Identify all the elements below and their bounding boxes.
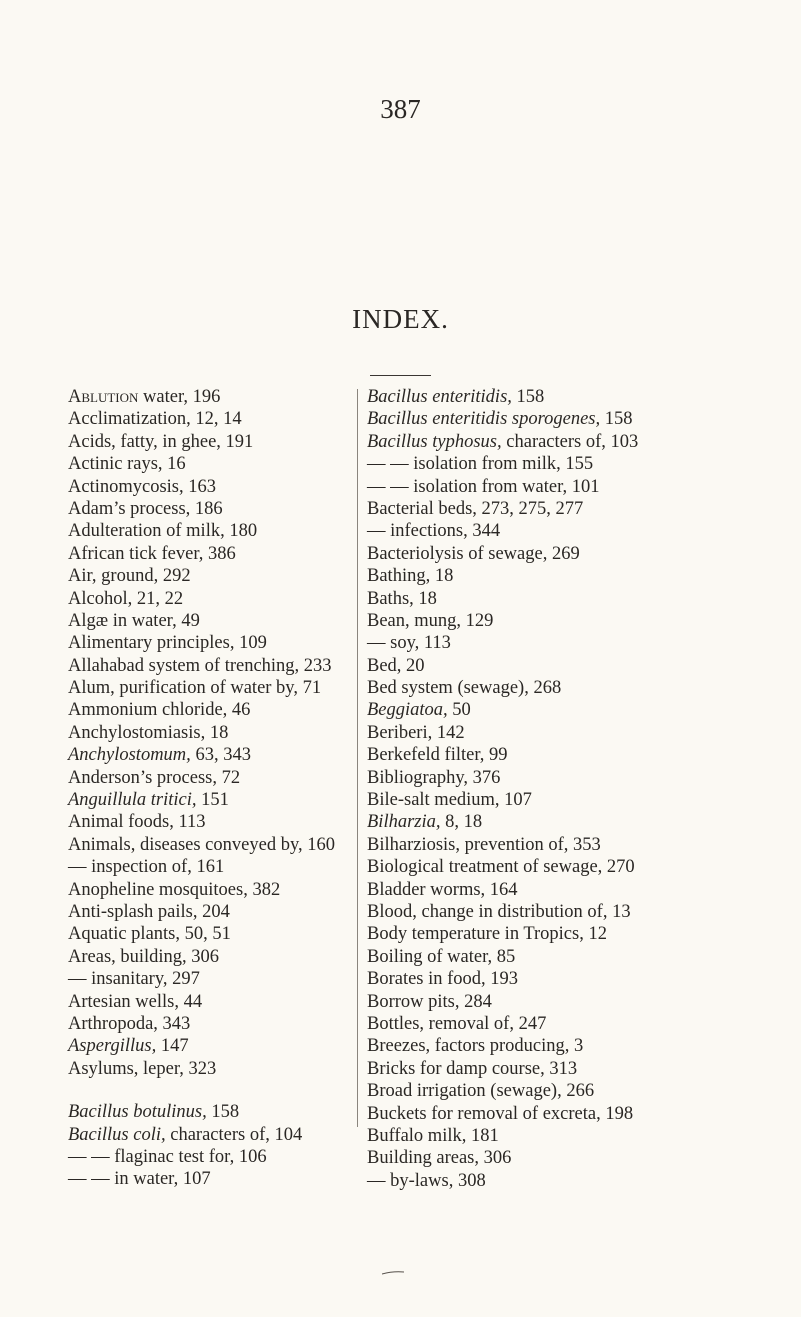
index-entry-text: Buckets for removal of excreta, 198: [367, 1103, 634, 1124]
index-entry-text: Bilharziosis, prevention of, 353: [367, 834, 601, 855]
index-entry: [367, 901, 767, 923]
index-entry-text: 151: [196, 790, 229, 811]
index-entry-text: Beriberi, 142: [367, 722, 465, 743]
index-entry-text: Areas, building, 306: [68, 946, 220, 967]
index-entry: [367, 431, 767, 453]
page-title: INDEX.: [352, 304, 449, 334]
index-entry: [367, 1170, 767, 1192]
index-entry-text: — soy, 113: [367, 633, 451, 654]
index-entry-text: Bricks for damp course, 313: [367, 1058, 578, 1079]
index-entry-text: — — in water, 107: [68, 1169, 211, 1190]
index-entry-text: Bed, 20: [367, 655, 425, 676]
index-entry-text: 8, 18: [440, 812, 483, 833]
index-entry-text: Bibliography, 376: [367, 767, 501, 788]
index-entry: [367, 1013, 767, 1035]
index-entry-text: water, 196: [138, 387, 221, 407]
index-entry-text: Bathing, 18: [367, 566, 454, 587]
index-entry-text: — — flaginac test for, 106: [68, 1146, 267, 1167]
index-entry-text: Acclimatization, 12, 14: [68, 409, 242, 430]
index-entry-text: Anchylostomiasis, 18: [68, 722, 229, 743]
index-entry-text: — infections, 344: [367, 521, 501, 542]
index-entry-text: Building areas, 306: [367, 1148, 512, 1169]
index-entry: [367, 520, 767, 542]
column-divider: [357, 389, 358, 1127]
index-entry: [367, 655, 767, 677]
index-entry: [367, 610, 767, 632]
index-entry-text: Broad irrigation (sewage), 266: [367, 1081, 595, 1102]
index-entry: [367, 923, 767, 945]
index-entry-text: 158: [600, 409, 633, 430]
index-entry: [367, 632, 767, 654]
index-entry-text: — by-laws, 308: [367, 1170, 486, 1191]
index-entry: [367, 946, 767, 968]
index-entry-text: Asylums, leper, 323: [68, 1058, 217, 1079]
index-entry-term: Anguillula tritici,: [68, 790, 197, 811]
index-entry-text: Bacteriolysis of sewage, 269: [367, 543, 580, 564]
index-entry-text: Anti-splash pails, 204: [68, 901, 230, 922]
index-entry-text: — — isolation from water, 101: [367, 476, 600, 497]
index-entry: [367, 879, 767, 901]
index-entry-text: 50: [447, 700, 471, 721]
index-entry-text: — insanitary, 297: [68, 969, 200, 990]
index-entry-text: Allahabad system of trenching, 233: [68, 655, 332, 676]
index-entry-text: Adulteration of milk, 180: [68, 521, 258, 542]
index-entry-text: Alum, purification of water by, 71: [68, 678, 322, 699]
index-entry-text: — inspection of, 161: [68, 857, 225, 878]
index-entry-text: Animals, diseases conveyed by, 160: [68, 834, 335, 855]
index-entry-text: Bladder worms, 164: [367, 879, 518, 900]
index-entry-text: characters of, 104: [165, 1124, 303, 1145]
index-entry: [367, 1058, 767, 1080]
index-entry-lead: Ablution: [68, 387, 139, 407]
index-entry: [367, 856, 767, 878]
index-entry: [367, 476, 767, 498]
index-entry-text: Bacterial beds, 273, 275, 277: [367, 498, 584, 519]
index-entry-text: Anopheline mosquitoes, 382: [68, 879, 281, 900]
index-entry-text: Bean, mung, 129: [367, 610, 494, 631]
index-entry-text: 158: [206, 1102, 240, 1123]
index-entry-text: Anderson’s process, 72: [68, 767, 241, 788]
index-entry-term: Anchylostomum,: [68, 745, 191, 766]
title-rule: [370, 375, 431, 376]
index-entry: [367, 453, 767, 475]
index-entry: [367, 767, 767, 789]
index-entry: [367, 1080, 767, 1102]
index-entry-term: Aspergillus,: [68, 1036, 157, 1057]
index-entry-term: Bacillus typhosus,: [367, 431, 502, 452]
index-entry: [367, 498, 767, 520]
index-entry-text: — — isolation from milk, 155: [367, 454, 594, 475]
index-entry-text: Arthropoda, 343: [68, 1013, 191, 1034]
index-entry-text: Bottles, removal of, 247: [367, 1013, 547, 1034]
index-entry-term: Beggiatoa,: [367, 700, 448, 721]
index-entry-text: Alcohol, 21, 22: [68, 588, 184, 609]
index-entry: [367, 1125, 767, 1147]
index-entry-text: Alimentary principles, 109: [68, 633, 267, 654]
index-entry: [367, 565, 767, 587]
index-entry-text: Boiling of water, 85: [367, 946, 516, 967]
index-entry-text: Ammonium chloride, 46: [68, 700, 251, 721]
index-entry-text: Actinic rays, 16: [68, 454, 186, 475]
index-entry: [367, 408, 767, 430]
index-entry: [367, 968, 767, 990]
index-entry: [367, 834, 767, 856]
index-entry-text: Air, ground, 292: [68, 566, 191, 587]
index-entry-text: Blood, change in distribution of, 13: [367, 901, 631, 922]
index-entry-text: Adam’s process, 186: [68, 498, 223, 519]
index-entry-text: Acids, fatty, in ghee, 191: [68, 431, 254, 452]
index-entry: [367, 991, 767, 1013]
index-entry: [367, 1035, 767, 1057]
page-number: 387: [380, 94, 421, 124]
end-ornament: [382, 1271, 404, 1275]
index-entry-text: 63, 343: [190, 745, 251, 766]
index-entry: [367, 811, 767, 833]
index-entry-text: Bile-salt medium, 107: [367, 790, 532, 811]
index-entry-text: Bed system (sewage), 268: [367, 678, 562, 699]
index-entry-text: Baths, 18: [367, 588, 437, 609]
index-entry: [367, 588, 767, 610]
index-column-right: [367, 386, 767, 1192]
index-entry: [367, 543, 767, 565]
index-entry: [367, 744, 767, 766]
index-entry: [367, 1103, 767, 1125]
index-entry: [367, 789, 767, 811]
index-entry-text: Animal foods, 113: [68, 812, 206, 833]
index-entry-text: Buffalo milk, 181: [367, 1125, 499, 1146]
index-entry-text: 158: [511, 387, 545, 407]
index-entry-term: Bilharzia,: [367, 812, 441, 833]
index-entry-text: Actinomycosis, 163: [68, 476, 216, 497]
index-entry: [367, 1147, 767, 1169]
index-entry-term: Bacillus enteritidis sporogenes,: [367, 409, 601, 430]
index-entry-text: Berkefeld filter, 99: [367, 745, 508, 766]
index-entry-text: Biological treatment of sewage, 270: [367, 857, 635, 878]
index-entry-text: Artesian wells, 44: [68, 991, 203, 1012]
index-entry-text: characters of, 103: [501, 431, 639, 452]
index-entry: [367, 677, 767, 699]
index-entry-term: Bacillus botulinus,: [68, 1102, 207, 1123]
index-entry-text: African tick fever, 386: [68, 543, 236, 564]
index-entry-text: 147: [156, 1036, 189, 1057]
index-entry-text: Borates in food, 193: [367, 969, 519, 990]
index-entry-term: Bacillus enteritidis,: [367, 387, 512, 407]
index-entry: [367, 386, 767, 408]
index-entry-text: Algæ in water, 49: [68, 610, 200, 631]
index-entry-text: Body temperature in Tropics, 12: [367, 924, 607, 945]
index-entry-text: Breezes, factors producing, 3: [367, 1036, 584, 1057]
index-entry: [367, 699, 767, 721]
index-entry: [367, 722, 767, 744]
index-entry-term: Bacillus coli,: [68, 1124, 166, 1145]
index-entry-text: Borrow pits, 284: [367, 991, 492, 1012]
index-entry-text: Aquatic plants, 50, 51: [68, 924, 231, 945]
